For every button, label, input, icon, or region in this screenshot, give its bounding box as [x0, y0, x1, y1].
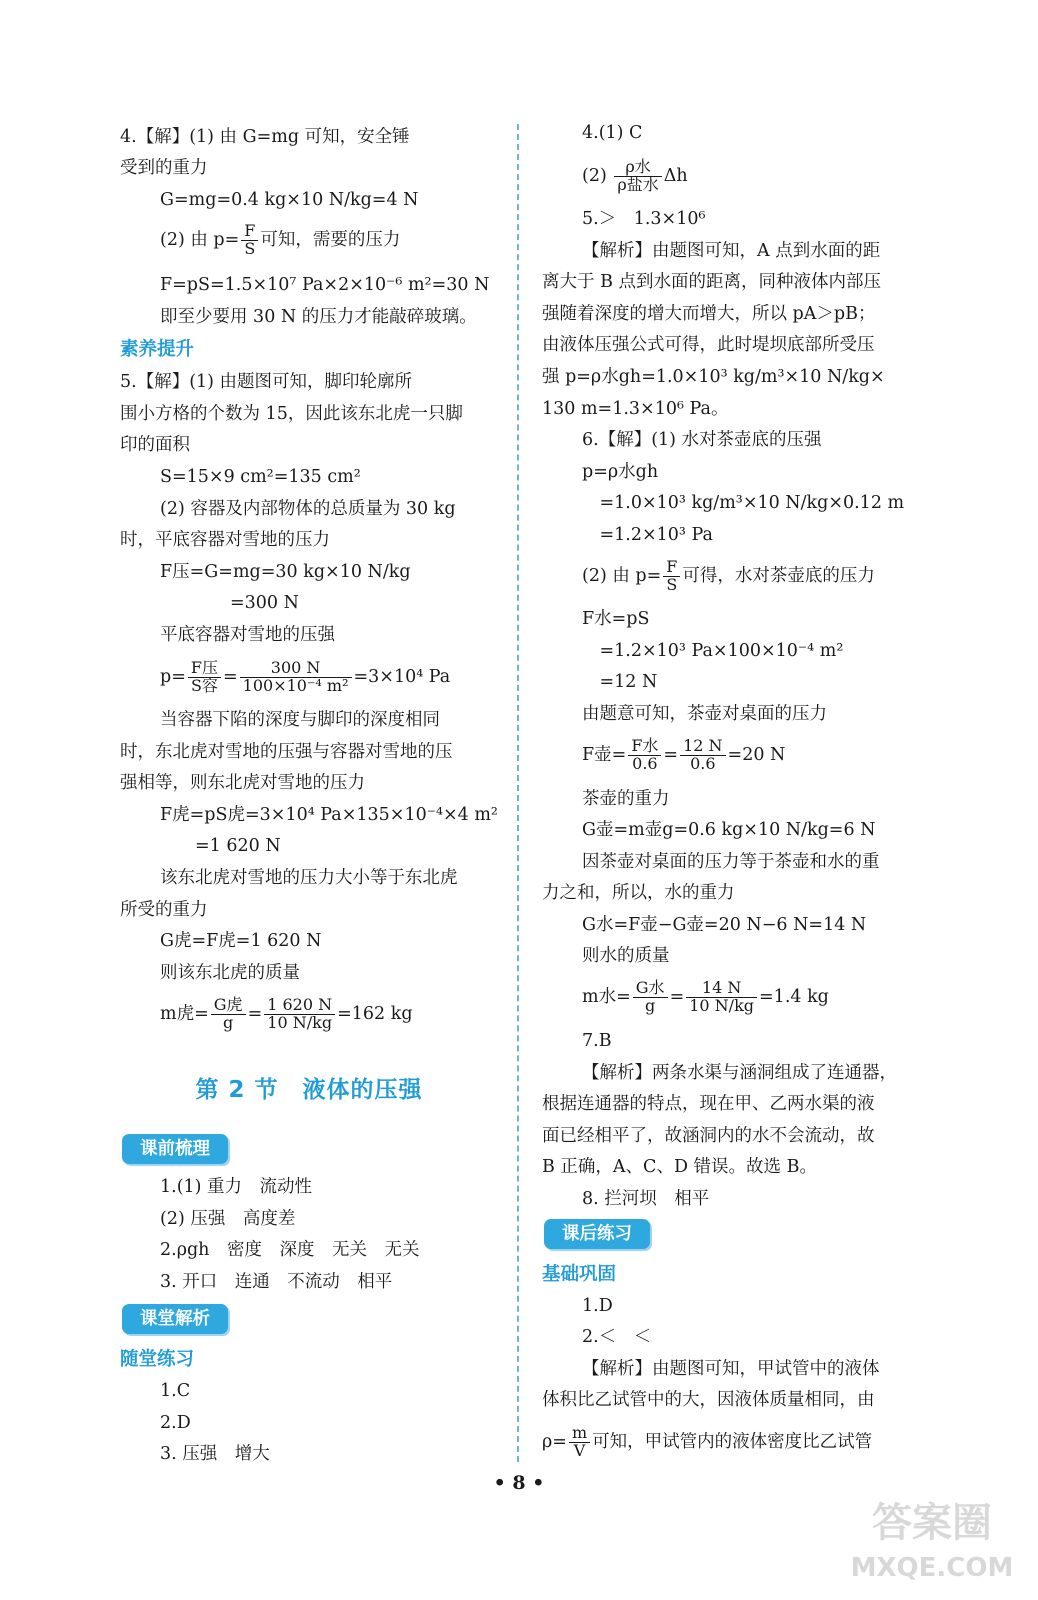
fraction-denominator: V — [573, 1441, 586, 1460]
watermark-logo — [844, 1488, 1020, 1588]
section-badge: 课后练习 — [544, 1219, 650, 1249]
fraction-denominator: 100×10⁻⁴ m² — [242, 676, 349, 695]
text-line: =1.0×10³ kg/m³×10 N/kg×0.12 m — [582, 493, 905, 513]
text-line: 5.【解】(1) 由题图可知，脚印轮廓所 — [120, 372, 413, 392]
fraction-denominator: g — [645, 996, 656, 1015]
text-line: 平底容器对雪地的压强 — [160, 625, 335, 645]
text-line: B 正确，A、C、D 错误。故选 B。 — [542, 1157, 817, 1177]
formula-equals: = — [663, 745, 679, 765]
text-line: 强随着深度的增大而增大，所以 pA＞pB； — [542, 304, 876, 324]
text-line: p=ρ水gh — [582, 462, 659, 482]
text-line: 4.【解】(1) 由 G=mg 可知，安全锤 — [120, 127, 410, 147]
text-line: F虎=pS虎=3×10⁴ Pa×135×10⁻⁴×4 m² — [160, 805, 498, 825]
formula-equals: = — [669, 987, 685, 1007]
column-divider — [517, 124, 519, 1462]
watermark-line2: MXQE.COM — [850, 1553, 1014, 1583]
text-line: 2.ρgh 密度 深度 无关 无关 — [160, 1240, 420, 1260]
text-line: 所受的重力 — [120, 900, 208, 920]
fraction-denominator: g — [223, 1013, 234, 1032]
fraction-numerator: 12 N — [680, 738, 725, 756]
text-line: 时，平底容器对雪地的压力 — [120, 530, 330, 550]
fraction-numerator: 300 N — [240, 660, 352, 678]
text-line: 印的面积 — [120, 435, 190, 455]
text-line: (2) 压强 高度差 — [160, 1209, 296, 1229]
fraction — [633, 980, 668, 1015]
fraction-numerator: G虎 — [211, 997, 246, 1015]
text-line: 茶壶的重力 — [582, 789, 670, 809]
text-line: 4.(1) C — [582, 123, 643, 143]
formula-line — [542, 973, 920, 1021]
formula-suffix: 可得，水对茶壶底的压力 — [682, 566, 875, 586]
formula-prefix: m水= — [582, 987, 631, 1007]
text-line: 离大于 B 点到水面的距离，同种液体内部压 — [542, 272, 881, 292]
text-line: G虎=F虎=1 620 N — [160, 931, 322, 951]
formula-prefix: ρ= — [542, 1432, 567, 1452]
formula-line — [120, 990, 498, 1038]
fraction — [614, 159, 661, 194]
text-line: 因茶壶对桌面的压力等于茶壶和水的重 — [582, 852, 880, 872]
text-line: 1.C — [160, 1381, 191, 1401]
page-number: • 8 • — [493, 1472, 545, 1494]
fraction — [211, 997, 246, 1032]
text-line: F水=pS — [582, 609, 650, 629]
text-line: 当容器下陷的深度与脚印的深度相同 — [160, 710, 440, 730]
fraction — [569, 1425, 590, 1460]
text-line: 面已经相平了，故涵洞内的水不会流动，故 — [542, 1126, 875, 1146]
text-line: =1.2×10³ Pa — [582, 525, 713, 545]
formula-prefix: (2) — [582, 166, 613, 186]
text-line: G水=F壶−G壶=20 N−6 N=14 N — [582, 915, 867, 935]
subsection-heading: 随堂练习 — [120, 1349, 195, 1370]
text-line: 2.＜ ＜ — [582, 1327, 652, 1347]
formula-prefix: (2) 由 p= — [582, 566, 662, 586]
fraction — [264, 997, 335, 1032]
text-line: 5.＞ 1.3×10⁶ — [582, 209, 706, 229]
text-line: F=pS=1.5×10⁷ Pa×2×10⁻⁶ m²=30 N — [160, 275, 490, 295]
text-line: 由液体压强公式可得，此时堤坝底部所受压 — [542, 335, 875, 355]
formula-equals: = — [247, 1004, 263, 1024]
watermark-line1: 答案圈 — [872, 1500, 992, 1546]
text-line: 【解析】由题图可知，甲试管中的液体 — [582, 1359, 880, 1379]
fraction — [680, 738, 725, 773]
fraction-numerator: F — [241, 223, 258, 241]
formula-suffix: Δh — [663, 166, 688, 186]
subsection-heading: 基础巩固 — [542, 1264, 617, 1285]
text-line: =300 N — [160, 593, 299, 613]
text-line: 130 m=1.3×10⁶ Pa。 — [542, 399, 729, 419]
fraction-denominator: 0.6 — [690, 754, 716, 773]
formula-suffix: =1.4 kg — [759, 987, 829, 1007]
text-line: 8. 拦河坝 相平 — [582, 1189, 710, 1209]
fraction — [686, 980, 757, 1015]
formula-prefix: p= — [160, 667, 186, 687]
text-line: 6.【解】(1) 水对茶壶底的压强 — [582, 430, 822, 450]
formula-prefix: m虎= — [160, 1004, 209, 1024]
formula-suffix: =162 kg — [337, 1004, 413, 1024]
text-line: S=15×9 cm²=135 cm² — [160, 467, 361, 487]
fraction — [663, 559, 680, 594]
text-line: 3. 开口 连通 不流动 相平 — [160, 1272, 393, 1292]
text-line: =1.2×10³ Pa×100×10⁻⁴ m² — [582, 641, 844, 661]
text-line: (2) 容器及内部物体的总质量为 30 kg — [160, 499, 456, 519]
fraction — [240, 660, 352, 695]
section-title: 第 2 节 液体的压强 — [195, 1077, 423, 1103]
fraction-numerator: 14 N — [686, 980, 757, 998]
fraction-denominator: 10 N/kg — [267, 1013, 333, 1032]
fraction-denominator: ρ盐水 — [617, 175, 659, 194]
fraction-numerator: F — [663, 559, 680, 577]
text-line: 3. 压强 增大 — [160, 1444, 270, 1464]
formula-line — [120, 653, 498, 701]
text-line: 受到的重力 — [120, 158, 208, 178]
formula-suffix: 可知，甲试管内的液体密度比乙试管 — [592, 1432, 873, 1452]
fraction-numerator: m — [569, 1425, 590, 1443]
text-line: =12 N — [582, 672, 658, 692]
text-line: F压=G=mg=30 kg×10 N/kg — [160, 562, 411, 582]
formula-suffix: 可知，需要的压力 — [260, 230, 401, 250]
fraction-denominator: S — [666, 575, 678, 594]
formula-line — [542, 1418, 920, 1466]
formula-equals: = — [222, 667, 238, 687]
text-line: G=mg=0.4 kg×10 N/kg=4 N — [160, 190, 419, 210]
fraction-denominator: 0.6 — [632, 754, 658, 773]
fraction-numerator: F压 — [188, 660, 221, 678]
text-line: 围小方格的个数为 15，因此该东北虎一只脚 — [120, 404, 463, 424]
formula-line — [542, 152, 920, 200]
text-line: 则水的质量 — [582, 946, 670, 966]
fraction — [241, 223, 258, 258]
subsection-heading: 素养提升 — [120, 339, 195, 360]
text-line: 强 p=ρ水gh=1.0×10³ kg/m³×10 N/kg× — [542, 367, 885, 387]
formula-line — [120, 216, 498, 264]
text-line: 力之和，所以，水的重力 — [542, 883, 735, 903]
fraction-numerator: ρ水 — [614, 159, 661, 177]
fraction-numerator: F水 — [628, 738, 661, 756]
fraction-denominator: S容 — [190, 676, 218, 695]
formula-prefix: (2) 由 p= — [160, 230, 240, 250]
text-line: 时，东北虎对雪地的压强与容器对雪地的压 — [120, 742, 453, 762]
section-badge: 课堂解析 — [122, 1304, 228, 1334]
fraction — [188, 660, 221, 695]
formula-suffix: =20 N — [727, 745, 786, 765]
section-badge: 课前梳理 — [122, 1134, 228, 1164]
formula-line — [542, 552, 920, 600]
text-line: 即至少要用 30 N 的压力才能敲碎玻璃。 — [160, 307, 477, 327]
text-line: 【解析】由题图可知，A 点到水面的距 — [582, 241, 881, 261]
fraction-denominator: 10 N/kg — [689, 996, 755, 1015]
text-line: 该东北虎对雪地的压力大小等于东北虎 — [160, 868, 458, 888]
text-line: 由题意可知，茶壶对桌面的压力 — [582, 704, 827, 724]
fraction-denominator: S — [244, 239, 256, 258]
text-line: 1.D — [582, 1296, 613, 1316]
fraction-numerator: G水 — [633, 980, 668, 998]
text-line: 体积比乙试管中的大，因液体质量相同，由 — [542, 1390, 875, 1410]
formula-prefix: F壶= — [582, 745, 627, 765]
text-line: 强相等，则东北虎对雪地的压力 — [120, 773, 365, 793]
text-line: 1.(1) 重力 流动性 — [160, 1177, 313, 1197]
text-line: 2.D — [160, 1413, 191, 1433]
formula-line — [542, 731, 920, 779]
fraction-numerator: 1 620 N — [264, 997, 335, 1015]
text-line: 则该东北虎的质量 — [160, 963, 300, 983]
text-line: 【解析】两条水渠与涵洞组成了连通器， — [582, 1063, 897, 1083]
text-line: G壶=m壶g=0.6 kg×10 N/kg=6 N — [582, 820, 876, 840]
text-line: =1 620 N — [160, 836, 281, 856]
fraction — [628, 738, 661, 773]
text-line: 根据连通器的特点，现在甲、乙两水渠的液 — [542, 1094, 875, 1114]
formula-suffix: =3×10⁴ Pa — [353, 667, 451, 687]
text-line: 7.B — [582, 1031, 612, 1051]
